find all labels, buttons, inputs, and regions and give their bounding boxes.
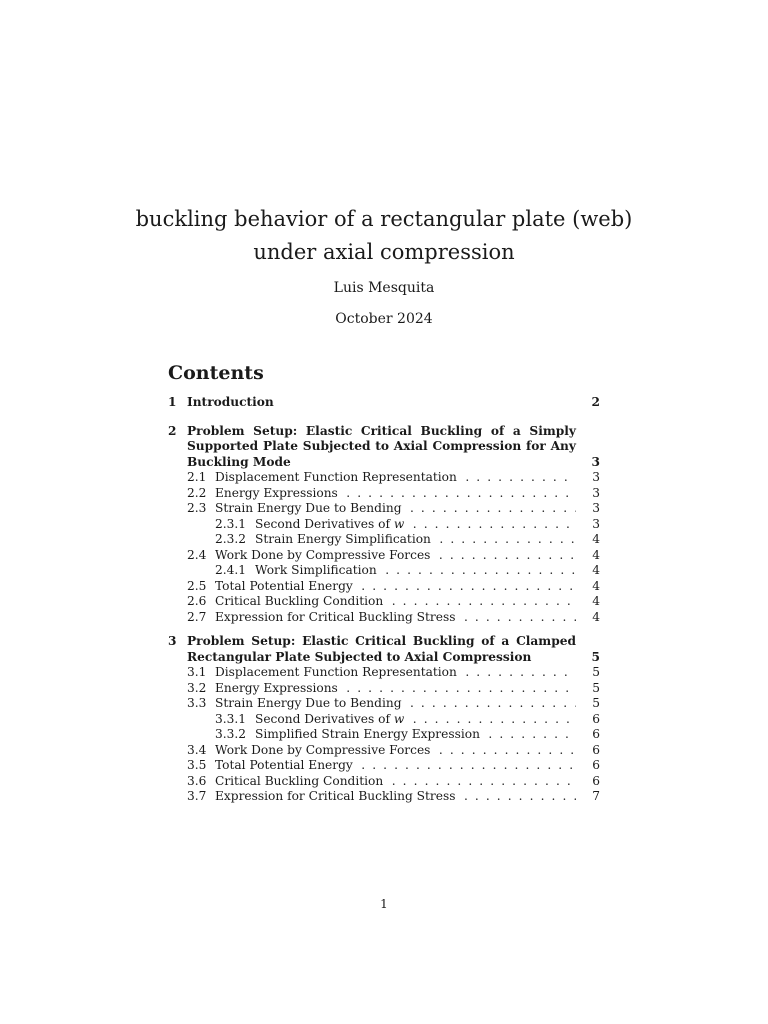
toc-entry-3-3-2[interactable]: [168, 727, 600, 743]
toc-section-3[interactable]: [168, 634, 600, 665]
toc-entry-number: 3.7: [187, 789, 207, 803]
toc-entry-label: Work Done by Compressive Forces: [215, 743, 433, 757]
toc-entry-page: 4: [580, 532, 600, 548]
toc-entry-title: [215, 758, 576, 774]
contents-heading: Contents: [168, 362, 264, 384]
toc-entry-label: Expression for Critical Buckling Stress: [215, 789, 458, 803]
toc-entry-page: 4: [580, 594, 600, 610]
toc-entry-3-7[interactable]: [168, 789, 600, 805]
toc-section-title: Problem Setup: Elastic Critical Buckling of a Simply Supported Plate Subjected to Axial Compression for Any Buckling Mode: [187, 423, 576, 469]
toc-entry-page: 4: [580, 579, 600, 595]
toc-entry-title: [215, 501, 576, 517]
toc-entry-label: Displacement Function Representation: [215, 470, 460, 484]
toc-entry-number: 3.1: [187, 665, 207, 679]
toc-entry-title: [215, 789, 576, 805]
table-of-contents: [168, 395, 600, 805]
toc-entry-title: [255, 563, 576, 579]
toc-entry-page: 3: [580, 517, 600, 533]
toc-section-2[interactable]: [168, 424, 600, 471]
toc-entry-page: 5: [580, 665, 600, 681]
toc-entry-3-2[interactable]: [168, 681, 600, 697]
toc-entry-number: 2.5: [187, 578, 207, 593]
toc-entry-page: 6: [580, 774, 600, 790]
toc-entry-title: [255, 532, 576, 548]
toc-entry-label: Second Derivatives of w: [255, 712, 407, 726]
toc-entry-page: 6: [580, 758, 600, 774]
toc-entry-title: [215, 610, 576, 626]
toc-entry-number: 3.3: [187, 696, 207, 710]
toc-entry-label: Expression for Critical Buckling Stress: [215, 610, 458, 624]
toc-entry-number: 2.1: [187, 470, 207, 484]
toc-entry-title: [255, 517, 576, 533]
page-number: 1: [380, 897, 388, 911]
toc-entry-page: 4: [580, 563, 600, 579]
toc-entry-label: Simplified Strain Energy Expression: [255, 727, 483, 741]
toc-section-number: 2: [168, 423, 177, 438]
toc-entry-2-1[interactable]: [168, 470, 600, 486]
toc-entry-number: 2.4: [187, 547, 207, 562]
toc-entry-label: Strain Energy Due to Bending: [215, 696, 405, 710]
toc-entry-page: 5: [580, 696, 600, 712]
toc-entry-number: 3.2: [187, 680, 207, 695]
toc-entry-title: [215, 548, 576, 564]
toc-entry-2-7[interactable]: [168, 610, 600, 626]
toc-entry-title: [255, 712, 576, 728]
toc-entry-page: 4: [580, 548, 600, 564]
toc-entry-number: 3.5: [187, 758, 207, 772]
toc-entry-2-2[interactable]: [168, 486, 600, 502]
toc-entry-label: Strain Energy Simplification: [255, 532, 434, 546]
toc-entry-label: Work Done by Compressive Forces: [215, 548, 433, 562]
toc-entry-3-3[interactable]: [168, 696, 600, 712]
toc-entry-label: Critical Buckling Condition: [215, 594, 386, 608]
toc-entry-label: Displacement Function Representation: [215, 665, 460, 679]
toc-entry-title: [215, 681, 576, 697]
toc-entry-number: 3.6: [187, 773, 207, 788]
toc-section-page: 3: [591, 454, 600, 469]
toc-entry-page: 3: [580, 501, 600, 517]
toc-entry-label: Total Potential Energy: [215, 579, 356, 593]
toc-entry-title: [215, 743, 576, 759]
toc-entry-title: [215, 470, 576, 486]
toc-entry-page: 6: [580, 743, 600, 759]
toc-entry-3-1[interactable]: [168, 665, 600, 681]
toc-entry-2-3[interactable]: [168, 501, 600, 517]
toc-entry-2-3-2[interactable]: [168, 532, 600, 548]
title-line-1: buckling behavior of a rectangular plate (web): [135, 207, 633, 231]
toc-section-number: 3: [168, 634, 177, 648]
toc-entry-page: 6: [580, 727, 600, 743]
document-title: [0, 203, 768, 269]
toc-entry-page: 6: [580, 712, 600, 728]
toc-entry-page: 7: [580, 789, 600, 805]
toc-entry-number: 2.4.1: [215, 563, 247, 577]
toc-entry-page: 3: [580, 470, 600, 486]
toc-section-title: Problem Setup: Elastic Critical Buckling of a Clamped Rectangular Plate Subjected to Axial Compression: [187, 634, 576, 664]
toc-entry-label: Work Simplification: [255, 563, 380, 577]
toc-entry-3-6[interactable]: [168, 774, 600, 790]
toc-entry-label: Energy Expressions: [215, 486, 341, 500]
toc-entry-2-5[interactable]: [168, 579, 600, 595]
toc-entry-title: [215, 774, 576, 790]
toc-entry-title: [255, 727, 576, 743]
toc-entry-label: Total Potential Energy: [215, 758, 356, 772]
toc-entry-3-5[interactable]: [168, 758, 600, 774]
toc-entry-title: [215, 594, 576, 610]
toc-section-1[interactable]: [168, 395, 600, 411]
toc-entry-number: 2.7: [187, 609, 207, 624]
toc-section-number: 1: [168, 395, 177, 409]
toc-entry-2-6[interactable]: [168, 594, 600, 610]
toc-section-title: Introduction: [187, 395, 274, 409]
toc-entry-number: 2.2: [187, 485, 207, 500]
title-line-2: under axial compression: [253, 240, 515, 264]
toc-entry-label: Critical Buckling Condition: [215, 774, 386, 788]
toc-entry-3-4[interactable]: [168, 743, 600, 759]
toc-entry-title: [215, 579, 576, 595]
toc-section-page: 5: [591, 649, 600, 664]
toc-entry-2-4-1[interactable]: [168, 563, 600, 579]
toc-entry-page: 5: [580, 681, 600, 697]
toc-entry-2-3-1[interactable]: [168, 517, 600, 533]
toc-entry-title: [215, 665, 576, 681]
toc-section-page: 2: [591, 395, 600, 409]
toc-entry-number: 3.3.2: [215, 727, 247, 741]
toc-entry-label: Second Derivatives of w: [255, 517, 407, 531]
toc-entry-number: 2.6: [187, 594, 207, 608]
toc-entry-3-3-1[interactable]: [168, 712, 600, 728]
toc-entry-number: 2.3: [187, 501, 207, 515]
document-date: October 2024: [335, 311, 433, 327]
toc-entry-page: 3: [580, 486, 600, 502]
toc-entry-label: Energy Expressions: [215, 681, 341, 695]
toc-entry-page: 4: [580, 610, 600, 626]
toc-entry-title: [215, 696, 576, 712]
toc-entry-number: 2.3.1: [215, 516, 247, 531]
toc-entry-label: Strain Energy Due to Bending: [215, 501, 405, 515]
toc-entry-number: 3.3.1: [215, 711, 247, 726]
toc-entry-number: 3.4: [187, 742, 207, 757]
author-name: Luis Mesquita: [333, 280, 435, 296]
toc-entry-2-4[interactable]: [168, 548, 600, 564]
toc-entry-number: 2.3.2: [215, 532, 247, 546]
toc-entry-title: [215, 486, 576, 502]
